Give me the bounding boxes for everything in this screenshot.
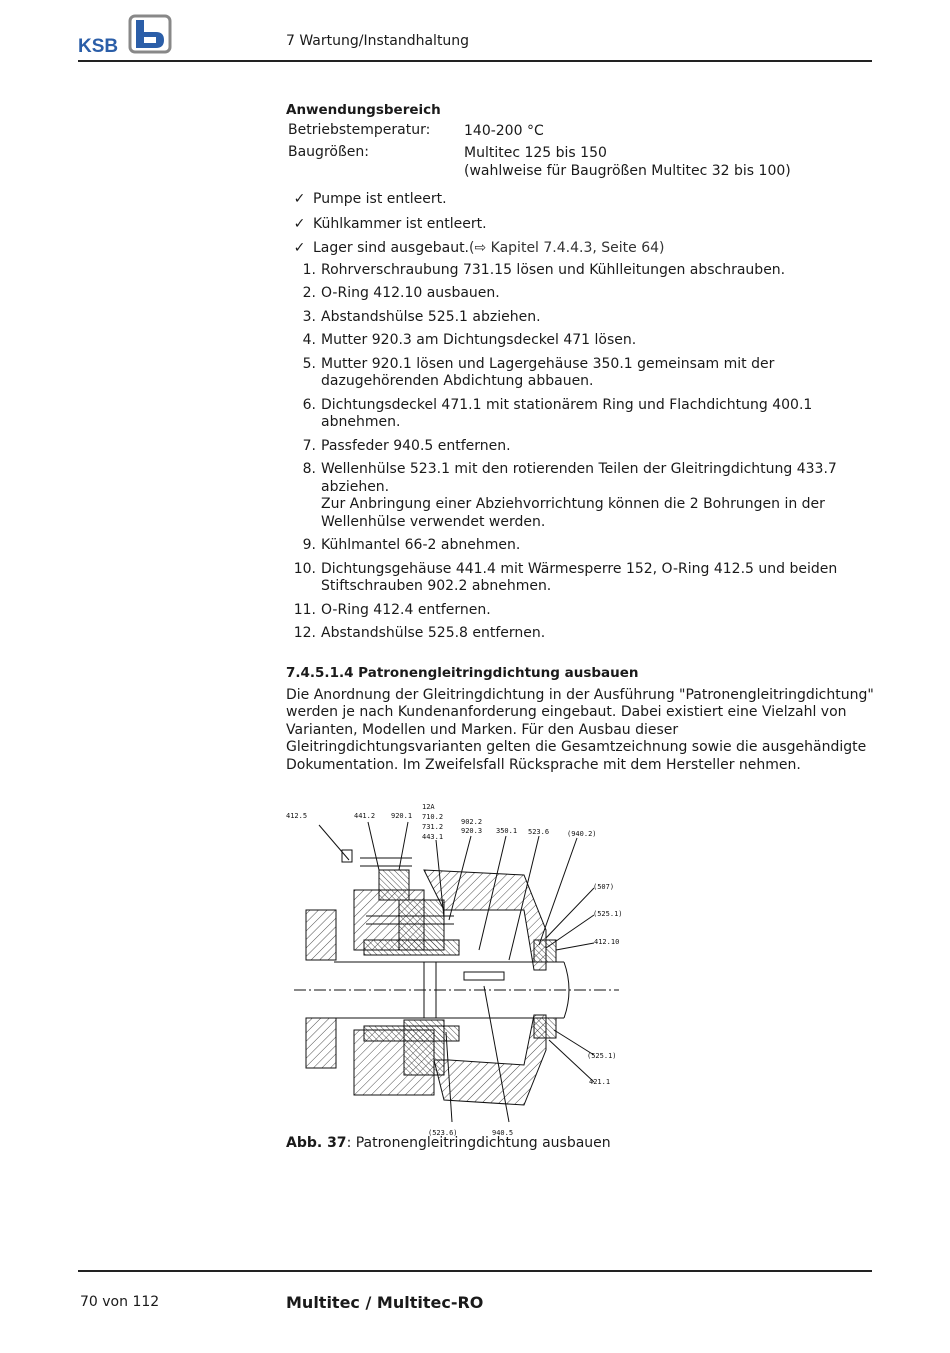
section-heading: 7.4.5.1.4 Patronengleitringdichtung ausbauen: [286, 664, 639, 681]
row-value: [464, 144, 872, 180]
chapter-title: 7 Wartung/Instandhaltung: [286, 33, 470, 49]
step-text: Mutter 920.1 lösen und Lagergehäuse 350.1 gemeinsam mit der dazugehörenden Abdichtung abbauen.: [321, 355, 775, 389]
label-920-1: 920.1: [391, 812, 413, 820]
step-text: Mutter 920.3 am Dichtungsdeckel 471 lösen.: [321, 332, 637, 348]
main-content: [286, 102, 872, 774]
label-940-5: 940.5: [492, 1129, 514, 1137]
precondition-list: [286, 187, 872, 261]
list-item: [286, 332, 872, 350]
label-731-2: 731.2: [422, 823, 444, 831]
step-text: Dichtungsdeckel 471.1 mit stationärem Ring und Flachdichtung 400.1 abnehmen.: [321, 396, 813, 430]
list-item: [286, 561, 872, 596]
caption-text: : Patronengleitringdichtung ausbauen: [346, 1135, 611, 1151]
precondition-item: [286, 212, 872, 237]
precondition-text: Lager sind ausgebaut.: [313, 240, 470, 257]
step-number: 7.: [302, 437, 316, 454]
svg-text:KSB: KSB: [78, 36, 119, 56]
precondition-text: Pumpe ist entleert.: [313, 191, 447, 208]
figure-caption: [286, 1135, 611, 1151]
label-920-3: 920.3: [461, 827, 483, 835]
step-list: [286, 262, 872, 643]
step-number: 4.: [302, 332, 316, 348]
footer-divider: [78, 1270, 872, 1272]
section-paragraph: Die Anordnung der Gleitringdichtung in der Ausführung "Patronengleitringdichtung" werden je nach Kundenanforderung eingebaut. Dabei existiert eine Vielzahl von Varianten, Modellen und Marken. Für den Ausbau dieser Gleitringdichtungsvarianten gelten die Gesamtzeichnung sowie die ausgehändigte Dokumentation. Im Zweifelsfall Rücksprache mit dem Hersteller nehmen.: [286, 686, 874, 773]
label-525-1-bottom: (525.1): [587, 1052, 617, 1060]
step-text: Rohrverschraubung 731.15 lösen und Kühlleitungen abschrauben.: [321, 261, 786, 278]
step-number: 12.: [293, 625, 316, 641]
step-text: Dichtungsgehäuse 441.4 mit Wärmesperre 152, O-Ring 412.5 und beiden Stiftschrauben 902.2 abnehmen.: [321, 560, 838, 594]
step-text: O-Ring 412.10 ausbauen.: [321, 285, 500, 301]
row-value: 140-200 °C: [464, 123, 544, 139]
checkmark-icon: ✓: [293, 191, 306, 208]
ksb-logo: [78, 12, 178, 56]
label-710-2: 710.2: [422, 813, 444, 821]
list-item: [286, 309, 872, 327]
list-item: [286, 602, 872, 620]
step-number: 3.: [302, 308, 316, 325]
list-item: [286, 438, 872, 456]
step-text: O-Ring 412.4 entfernen.: [321, 601, 491, 618]
precondition-item: [286, 236, 872, 261]
seal-drawing-figure: [284, 800, 629, 1140]
label-421-1: 421.1: [589, 1078, 611, 1086]
label-441-2: 441.2: [354, 812, 376, 820]
precondition-item: [286, 187, 872, 212]
precondition-text: Kühlkammer ist entleert.: [313, 215, 487, 232]
label-940-2: (940.2): [567, 830, 597, 838]
list-item: [286, 537, 872, 555]
checkmark-icon: ✓: [293, 240, 306, 257]
row-label: Baugrößen:: [288, 144, 369, 160]
list-item: [286, 285, 872, 303]
step-number: 10.: [293, 560, 316, 577]
step-number: 5.: [302, 355, 316, 372]
list-item: [286, 625, 872, 643]
step-text: Abstandshülse 525.1 abziehen.: [321, 308, 541, 325]
step-number: 2.: [302, 285, 316, 301]
chapter-reference-link[interactable]: (⇨ Kapitel 7.4.4.3, Seite 64): [469, 240, 665, 257]
row-label: Betriebstemperatur:: [288, 122, 431, 138]
list-item: [286, 356, 872, 391]
application-title: Anwendungsbereich: [286, 102, 441, 118]
label-525-1-top: (525.1): [593, 910, 623, 918]
label-412-5: 412.5: [286, 812, 308, 820]
application-row: [288, 122, 872, 140]
product-name: Multitec / Multitec-RO: [286, 1293, 484, 1312]
list-item: [286, 262, 872, 280]
row-value-line: (wahlweise für Baugrößen Multitec 32 bis 100): [464, 163, 791, 179]
application-row: [288, 144, 872, 180]
step-text: Wellenhülse 523.1 mit den rotierenden Teilen der Gleitringdichtung 433.7 abziehen.: [321, 461, 837, 495]
label-902-2: 902.2: [461, 818, 483, 826]
list-item: [286, 461, 872, 531]
step-text: Passfeder 940.5 entfernen.: [321, 437, 511, 454]
step-number: 6.: [302, 396, 316, 413]
step-number: 8.: [302, 461, 316, 477]
step-number: 1.: [302, 261, 316, 278]
label-443-1: 443.1: [422, 833, 444, 841]
label-412-10: 412.10: [594, 938, 620, 946]
checkmark-icon: ✓: [293, 215, 306, 232]
step-note: Zur Anbringung einer Abziehvorrichtung können die 2 Bohrungen in der Wellenhülse verwendet werden.: [321, 496, 825, 530]
label-12a: 12A: [422, 803, 435, 811]
page-number: 70 von 112: [80, 1294, 160, 1310]
list-item: [286, 397, 872, 432]
page-header: [78, 8, 872, 62]
step-text: Kühlmantel 66-2 abnehmen.: [321, 537, 521, 553]
step-number: 9.: [302, 537, 316, 553]
label-523-6: 523.6: [528, 828, 550, 836]
label-523-6-bottom: (523.6): [428, 1129, 458, 1137]
step-text-group: [321, 461, 872, 531]
label-350-1: 350.1: [496, 827, 518, 835]
row-value-line: Multitec 125 bis 150: [464, 145, 607, 161]
label-507: (507): [593, 883, 615, 891]
step-number: 11.: [293, 601, 316, 618]
caption-label: Abb. 37: [286, 1135, 347, 1151]
step-text: Abstandshülse 525.8 entfernen.: [321, 625, 546, 641]
